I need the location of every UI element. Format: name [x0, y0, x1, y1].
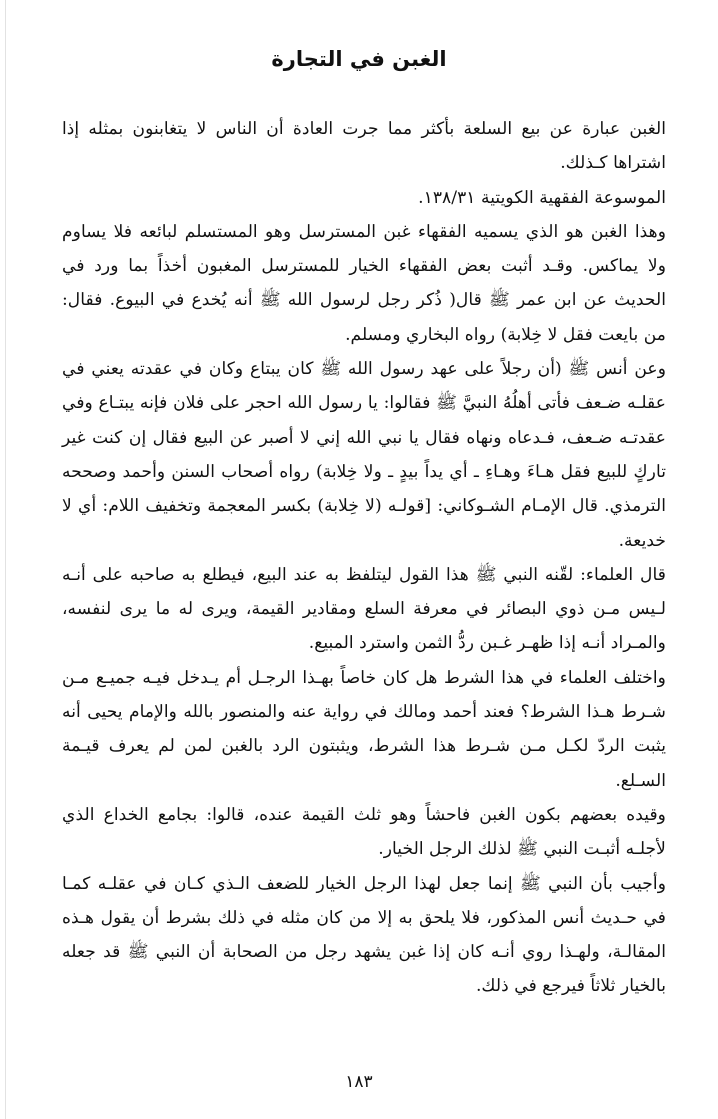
paragraph-source: الموسوعة الفقهية الكويتية ١٣٨/٣١.	[418, 187, 666, 208]
document-body	[62, 112, 666, 1004]
paragraph-mustarsil: وهذا الغبن هو الذي يسميه الفقهاء غبن المسترسل وهو المستسلم لبائعه فلا يساوم ولا يماكس. وقـد أثبت بعض الفقهاء الخيار للمسترسل المغبون أخذاً بما ورد في الحديث عن ابن عمر ﷺ قال( ذُكر رجل لرسول الله ﷺ أنه يُخدع في البيوع. فقال: من بايعت فقل لا خِلابة) رواه البخاري ومسلم.	[62, 221, 666, 345]
paragraph-anas-hadith: وعن أنس ﷺ (أن رجلاً على عهد رسول الله ﷺ كان يبتاع وكان في عقدته يعني في عقلـه ضـعف فأتى أهلُهُ النبيَّ ﷺ فقالوا: يا رسول الله احجر على فلان فإنه يبتـاع وفي عقدتـه ضـعف، فـدعاه ونهاه فقال يا نبي الله إني لا أصبر عن البيع فقال إن كنت غير تاركٍ للبيع فقل هـاءَ وهـاءِ ـ أي يداً بيدٍ ـ ولا خِلابة) رواه أصحاب السنن وأحمد وصححه الترمذي. قال الإمـام الشـوكاني: [قولـه (لا خِلابة) بكسر المعجمة وتخفيف اللام: أي لا خديعة.	[62, 359, 666, 551]
paragraph-response: وأجيب بأن النبي ﷺ إنما جعل لهذا الرجل الخيار للضعف الـذي كـان في عقلـه كمـا في حـديث أنس المذكور، فلا يلحق به إلا من كان مثله في ذلك بشرط أن يقول هـذه المقالـة، ولهـذا روي أنـه كان إذا غبن يشهد رجل من الصحابة أن النبي ﷺ قد جعله بالخيار ثلاثاً فيرجع في ذلك.	[62, 873, 666, 997]
paragraph-disagreement: واختلف العلماء في هذا الشرط هل كان خاصاً بهـذا الرجـل أم يـدخل فيـه جميـع مـن شـرط هـذا الشرط؟ فعند أحمد ومالك في رواية عنه والمنصور بالله والإمام يحيى أنه يثبت الردّ لكـل مـن شـرط هذا الشرط، ويثبتون الرد بالغبن لمن لم يعرف قيـمة السـلع.	[62, 667, 666, 791]
page-title: الغبن في التجارة	[271, 47, 447, 71]
paragraph-definition: الغبن عبارة عن بيع السلعة بأكثر مما جرت العادة أن الناس لا يتغابنون بمثله إذا اشتراها كـذلك.	[62, 119, 666, 174]
page-edge-line	[5, 0, 6, 1119]
paragraph-restriction: وقيده بعضهم بكون الغبن فاحشاً وهو ثلث القيمة عنده، قالوا: بجامع الخداع الذي لأجلـه أثبـت النبي ﷺ لذلك الرجل الخيار.	[62, 804, 666, 860]
page-number: ١٨٣	[345, 1072, 373, 1092]
paragraph-scholars: قال العلماء: لقّنه النبي ﷺ هذا القول ليتلفظ به عند البيع، فيطلع به صاحبه على أنـه لـيس مـن ذوي البصائر في معرفة السلع ومقادير القيمة، ويرى له ما يرى لنفسه، والمـراد أنـه إذا ظهـر غـبن ردُّ الثمن واسترد المبيع.	[62, 564, 666, 654]
